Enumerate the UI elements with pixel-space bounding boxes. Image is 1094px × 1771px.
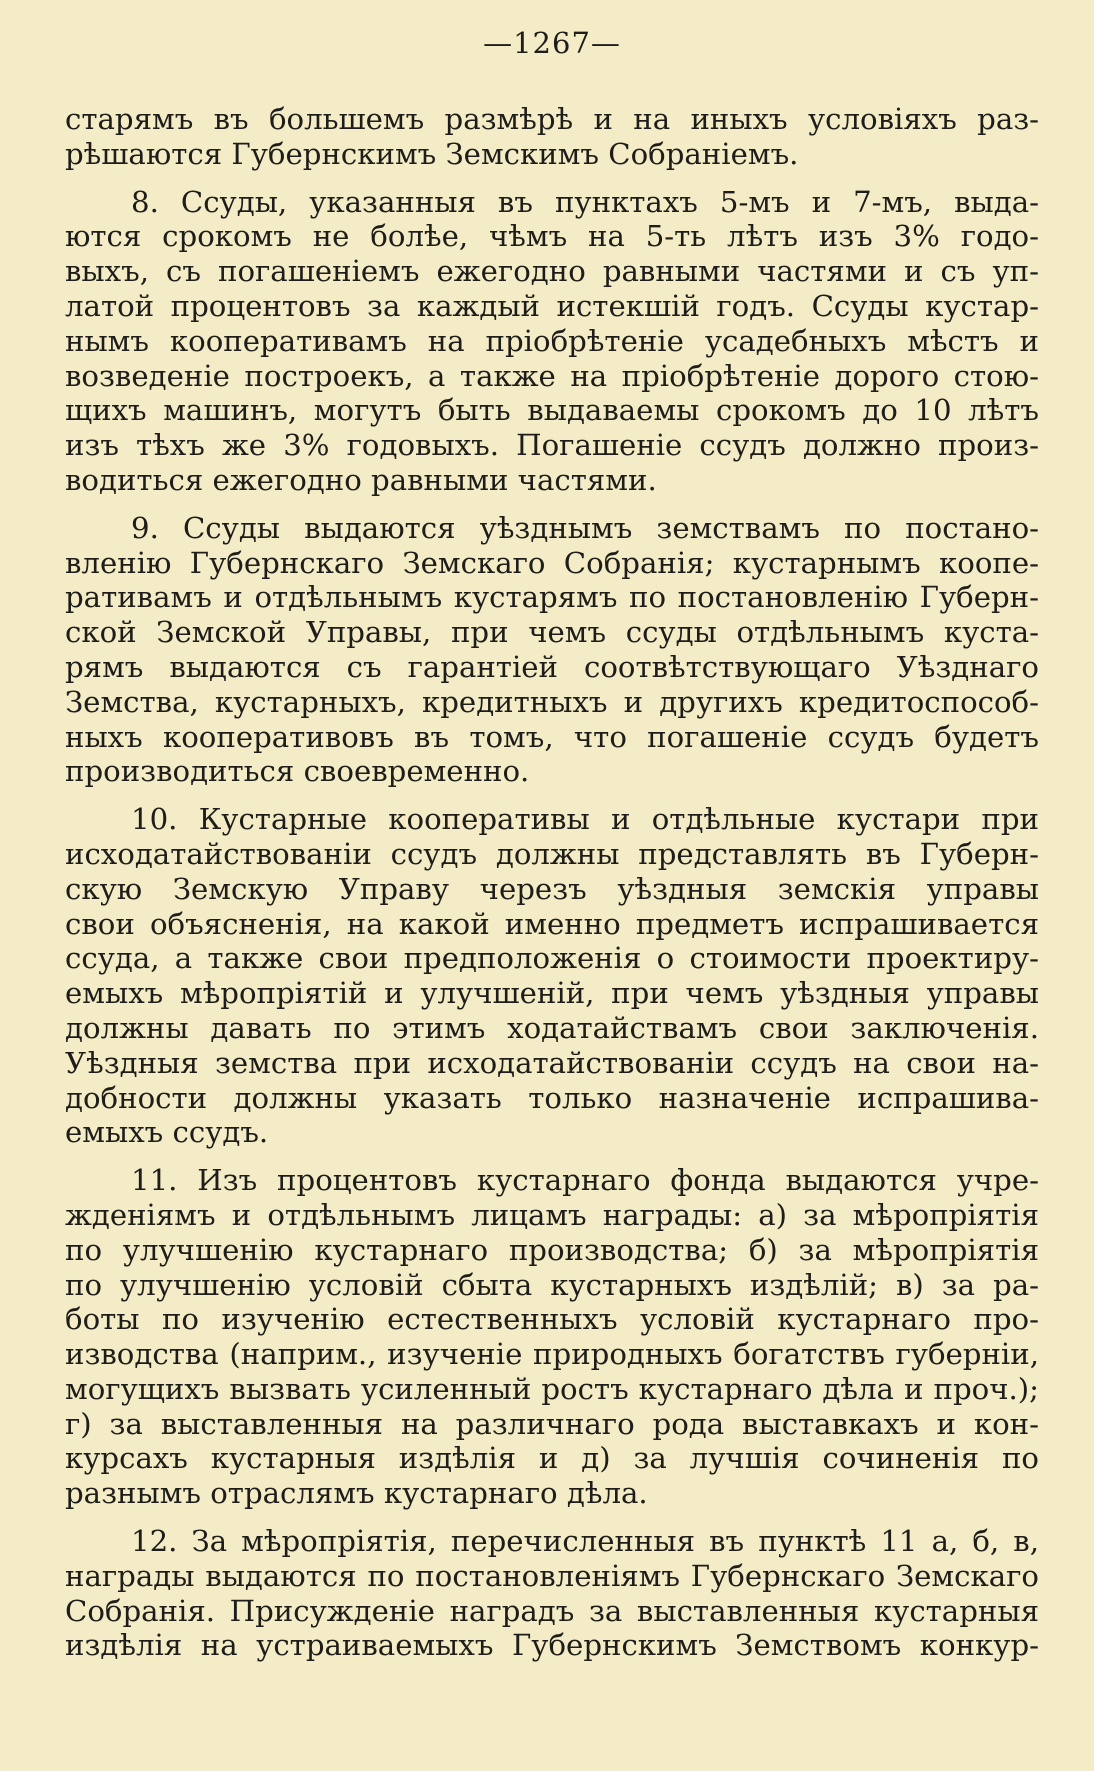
text-line: емыхъ мѣропріятій и улучшеній, при чемъ уѣздныя управы (65, 976, 1039, 1011)
text-line: 12. За мѣропріятія, перечисленныя въ пунктѣ 11 а, б, в, (131, 1524, 1039, 1559)
text-line: жденіямъ и отдѣльнымъ лицамъ награды: а) за мѣропріятія (65, 1197, 1039, 1232)
text-line: издѣлія на устраиваемыхъ Губернскимъ Земствомъ конкур- (65, 1628, 1039, 1663)
text-line: изводства (наприм., изученіе природныхъ богатствъ губерніи, (65, 1337, 1039, 1372)
paragraph-point-12 (65, 1524, 1039, 1663)
text-line: добности должны указать только назначеніе испрашива- (65, 1080, 1039, 1115)
text-line: ской Земской Управы, при чемъ ссуды отдѣльнымъ куста- (65, 615, 1039, 650)
text-line: производиться своевременно. (65, 754, 530, 789)
text-line: исходатайствованіи ссудъ должны представлять въ Губерн- (65, 836, 1039, 871)
paragraph-point-8 (65, 185, 1039, 498)
text-line: щихъ машинъ, могутъ быть выдаваемы срокомъ до 10 лѣтъ (65, 393, 1039, 428)
text-line: Земства, кустарныхъ, кредитныхъ и другихъ кредитоспособ- (65, 684, 1039, 719)
text-line: 10. Кустарные кооперативы и отдѣльные кустари при (131, 802, 1039, 837)
text-line: 9. Ссуды выдаются уѣзднымъ земствамъ по постано- (131, 510, 1039, 545)
page-number: —1267— (483, 26, 621, 60)
text-line: нымъ кооперативамъ на пріобрѣтеніе усадебныхъ мѣстъ и (65, 323, 1039, 358)
text-line: боты по изученію естественныхъ условій кустарнаго про- (65, 1302, 1039, 1337)
text-line: 8. Ссуды, указанныя въ пунктахъ 5-мъ и 7-мъ, выда- (131, 184, 1039, 219)
text-line: изъ тѣхъ же 3% годовыхъ. Погашеніе ссудъ должно произ- (65, 428, 1039, 463)
text-line: старямъ въ большемъ размѣрѣ и на иныхъ условіяхъ раз- (65, 102, 1039, 136)
paragraph-point-10 (65, 802, 1039, 1150)
text-line: ссуда, а также свои предположенія о стоимости проектиру- (65, 941, 1039, 976)
text-line: ративамъ и отдѣльнымъ кустарямъ по постановленію Губерн- (65, 580, 1039, 615)
text-line: 11. Изъ процентовъ кустарнаго фонда выдаются учре- (131, 1163, 1039, 1198)
text-line: Уѣздныя земства при исходатайствованіи ссудъ на свои на- (65, 1045, 1039, 1080)
text-line: емыхъ ссудъ. (65, 1115, 269, 1150)
paragraph (65, 102, 1039, 172)
text-line: курсахъ кустарныя издѣлія и д) за лучшія сочиненія по (65, 1441, 1039, 1476)
text-line: свои объясненія, на какой именно предметъ испрашивается (65, 906, 1039, 941)
text-line: по улучшенію условій сбыта кустарныхъ издѣлій; в) за ра- (65, 1267, 1039, 1302)
text-line: ются срокомъ не болѣе, чѣмъ на 5-ть лѣтъ изъ 3% годо- (65, 219, 1039, 254)
text-line: возведеніе построекъ, а также на пріобрѣтеніе дорого стою- (65, 358, 1039, 393)
text-line: Собранія. Присужденіе наградъ за выставленныя кустарныя (65, 1593, 1039, 1628)
text-line: должны давать по этимъ ходатайствамъ свои заключенія. (65, 1010, 1039, 1045)
text-line: рямъ выдаются съ гарантіей соотвѣтствующаго Уѣзднаго (65, 649, 1039, 684)
text-line: разнымъ отраслямъ кустарнаго дѣла. (65, 1476, 648, 1511)
text-line: г) за выставленныя на различнаго рода выставкахъ и кон- (65, 1406, 1039, 1441)
text-line: ныхъ кооперативовъ въ томъ, что погашеніе ссудъ будетъ (65, 719, 1039, 754)
text-line: рѣшаются Губернскимъ Земскимъ Собраніемъ. (65, 136, 799, 171)
text-line: по улучшенію кустарнаго производства; б) за мѣропріятія (65, 1232, 1039, 1267)
text-line: вленію Губернскаго Земскаго Собранія; кустарнымъ коопе- (65, 545, 1039, 580)
text-line: латой процентовъ за каждый истекшій годъ. Ссуды кустар- (65, 288, 1039, 323)
text-line: водиться ежегодно равными частями. (65, 462, 657, 497)
text-line: награды выдаются по постановленіямъ Губернскаго Земскаго (65, 1558, 1039, 1593)
paragraph-point-9 (65, 511, 1039, 789)
paragraph-point-11 (65, 1163, 1039, 1511)
text-line: скую Земскую Управу черезъ уѣздныя земскія управы (65, 871, 1039, 906)
text-line: могущихъ вызвать усиленный ростъ кустарнаго дѣла и проч.); (65, 1371, 1039, 1406)
text-line: выхъ, съ погашеніемъ ежегодно равными частями и съ уп- (65, 254, 1039, 289)
